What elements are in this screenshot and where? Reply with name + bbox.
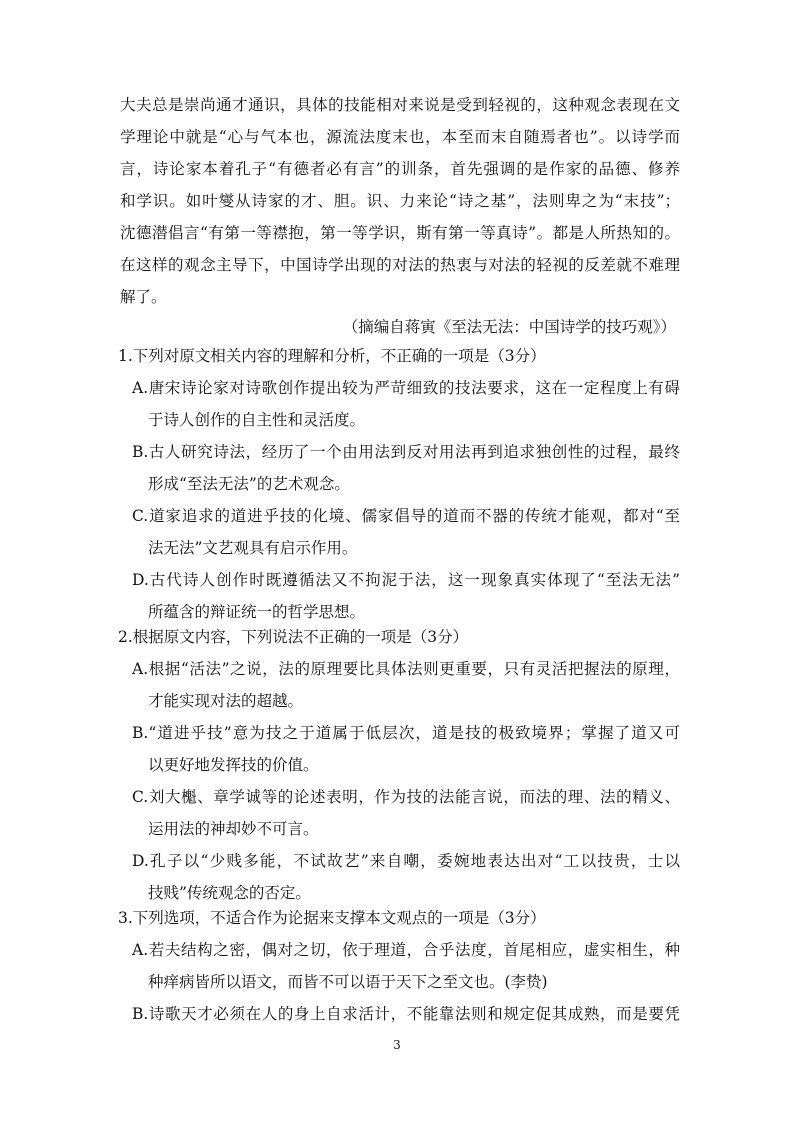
option-line: B.“道进乎技”意为技之于道属于低层次，道是技的极致境界；掌握了道又可 (132, 724, 680, 742)
option-line: B.诗歌天才必须在人的身上自求活计，不能靠法则和规定促其成熟，而是要凭 (132, 1005, 680, 1023)
page-number: 3 (393, 1038, 401, 1052)
option-line: A.根据“活法”之说，法的原理要比具体法则更重要，只有灵活把握法的原理， (132, 660, 680, 678)
option-line: 法无法”文艺观具有启示作用。 (148, 539, 358, 557)
option-line: B.古人研究诗法，经历了一个由用法到反对用法再到追求独创性的过程，最终 (132, 443, 680, 461)
passage-line: 在这样的观念主导下，中国诗学出现的对法的热衷与对法的轻视的反差就不难理 (120, 256, 680, 274)
option-line: 种痒病皆所以语文，而皆不可以语于天下之至文也。(李贽) (148, 973, 548, 991)
passage-line: 和学识。如叶燮从诗家的才、胆。识、力来论“诗之基”，法则卑之为“末技”； (120, 192, 680, 210)
option-line: 才能实现对法的超越。 (148, 692, 304, 710)
passage-source: （摘编自蒋寅《至法无法：中国诗学的技巧观》） (342, 318, 676, 336)
option-line: A.唐宋诗论家对诗歌创作提出较为严苛细致的技法要求，这在一定程度上有碍 (132, 379, 680, 397)
question-stem: 2.根据原文内容，下列说法不正确的一项是（3分） (118, 628, 469, 646)
option-line: 以更好地发挥技的价值。 (148, 756, 319, 774)
option-line: D.孔子以“少贱多能，不试故艺”来自嘲，委婉地表达出对“工以技贵，士以 (132, 852, 680, 870)
passage-line: 解了。 (120, 288, 167, 306)
option-line: C.道家追求的道进乎技的化境、儒家倡导的道而不器的传统才能观，都对“至 (132, 507, 680, 525)
question-stem: 1.下列对原文相关内容的理解和分析，不正确的一项是（3分） (118, 347, 546, 365)
option-line: 于诗人创作的自主性和灵活度。 (148, 411, 366, 429)
option-line: 运用法的神却妙不可言。 (148, 820, 319, 838)
passage-line: 沈德潜倡言“有第一等襟抱，第一等学识，斯有第一等真诗”。都是人所热知的。 (120, 224, 680, 242)
option-line: C.刘大櫆、章学诚等的论述表明，作为技的法能言说，而法的理、法的精义、 (132, 788, 680, 806)
option-line: 技贱”传统观念的否定。 (148, 884, 311, 902)
passage-line: 学理论中就是“心与气本也，源流法度末也，本至而末自随焉者也”。以诗学而 (120, 128, 680, 146)
option-line: D.古代诗人创作时既遵循法又不拘泥于法，这一现象真实体现了“至法无法” (132, 571, 680, 589)
passage-line: 言，诗论家本着孔子“有德者必有言”的训条，首先强调的是作家的品德、修养 (120, 160, 680, 178)
question-stem: 3.下列选项，不适合作为论据来支撑本文观点的一项是（3分） (118, 909, 546, 927)
option-line: 所蕴含的辩证统一的哲学思想。 (148, 603, 366, 621)
option-line: 形成“至法无法”的艺术观念。 (148, 475, 350, 493)
passage-line: 大夫总是崇尚通才通识，具体的技能相对来说是受到轻视的，这种观念表现在文 (120, 96, 680, 114)
option-line: A.若夫结构之密，偶对之切，依于理道，合乎法度，首尾相应，虚实相生，种 (132, 941, 680, 959)
